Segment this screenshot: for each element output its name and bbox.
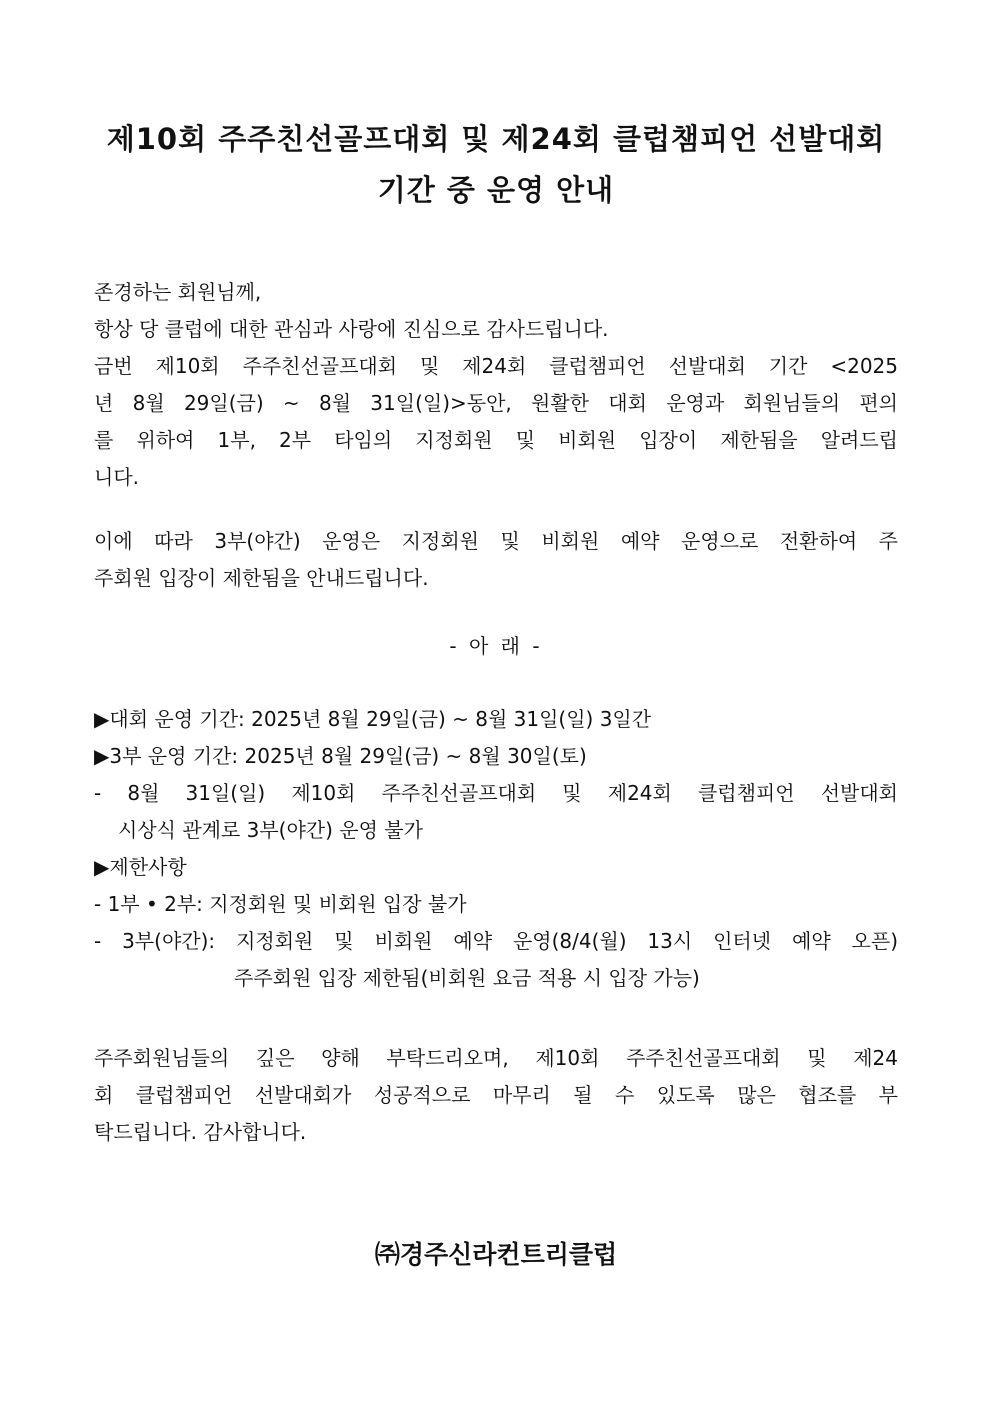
restriction-item: - 1부 • 2부: 지정회원 및 비회원 입장 불가 [94, 892, 467, 916]
restriction-item-cont: 주주회원 입장 제한됨(비회원 요금 적용 시 입장 가능) [234, 966, 700, 990]
details-list [94, 701, 898, 997]
restrictions-heading: ▶제한사항 [94, 855, 187, 879]
event-period-item: ▶대회 운영 기간: 2025년 8월 29일(금) ~ 8월 31일(일) 3일간 [94, 707, 652, 731]
greeting-line: 존경하는 회원님께, [94, 280, 262, 304]
third-session-note-cont: 시상식 관계로 3부(야간) 운영 불가 [118, 818, 423, 842]
notice-paragraph [94, 523, 898, 597]
closing-line: 탁드립니다. 감사합니다. [94, 1120, 307, 1144]
closing-paragraph [94, 1040, 898, 1151]
below-section-mark: - 아 래 - [449, 634, 543, 658]
restriction-item: - 3부(야간): 지정회원 및 비회원 예약 운영(8/4(월) 13시 인터넷 예약 오픈) [94, 929, 898, 953]
closing-line: 주주회원님들의 깊은 양해 부탁드리오며, 제10회 주주친선골프대회 및 제24 [94, 1046, 898, 1070]
document-title-line-1: 제10회 주주친선골프대회 및 제24회 클럽챔피언 선발대회 [106, 122, 886, 156]
notice-line: 이에 따라 3부(야간) 운영은 지정회원 및 비회원 예약 운영으로 전환하여 주 [94, 529, 898, 553]
intro-line: 년 8월 29일(금) ~ 8월 31일(일)>동안, 원활한 대회 운영과 회원님들의 편의 [94, 391, 898, 415]
intro-line: 항상 당 클럽에 대한 관심과 사랑에 진심으로 감사드립니다. [94, 317, 609, 341]
intro-line: 니다. [94, 465, 139, 489]
intro-paragraph [94, 274, 898, 496]
notice-line: 주회원 입장이 제한됨을 안내드립니다. [94, 566, 429, 590]
intro-line: 를 위하여 1부, 2부 타임의 지정회원 및 비회원 입장이 제한됨을 알려드립 [94, 428, 898, 452]
third-session-note: - 8월 31일(일) 제10회 주주친선골프대회 및 제24회 클럽챔피언 선발대회 [94, 781, 898, 805]
intro-line: 금번 제10회 주주친선골프대회 및 제24회 클럽챔피언 선발대회 기간 <2025 [94, 354, 898, 378]
third-session-period-item: ▶3부 운영 기간: 2025년 8월 29일(금) ~ 8월 30일(토) [94, 744, 587, 768]
closing-line: 회 클럽챔피언 선발대회가 성공적으로 마무리 될 수 있도록 많은 협조를 부 [94, 1083, 898, 1107]
company-signature: ㈜경주신라컨트리클럽 [374, 1240, 618, 1269]
document-title-line-2: 기간 중 운영 안내 [377, 173, 615, 207]
